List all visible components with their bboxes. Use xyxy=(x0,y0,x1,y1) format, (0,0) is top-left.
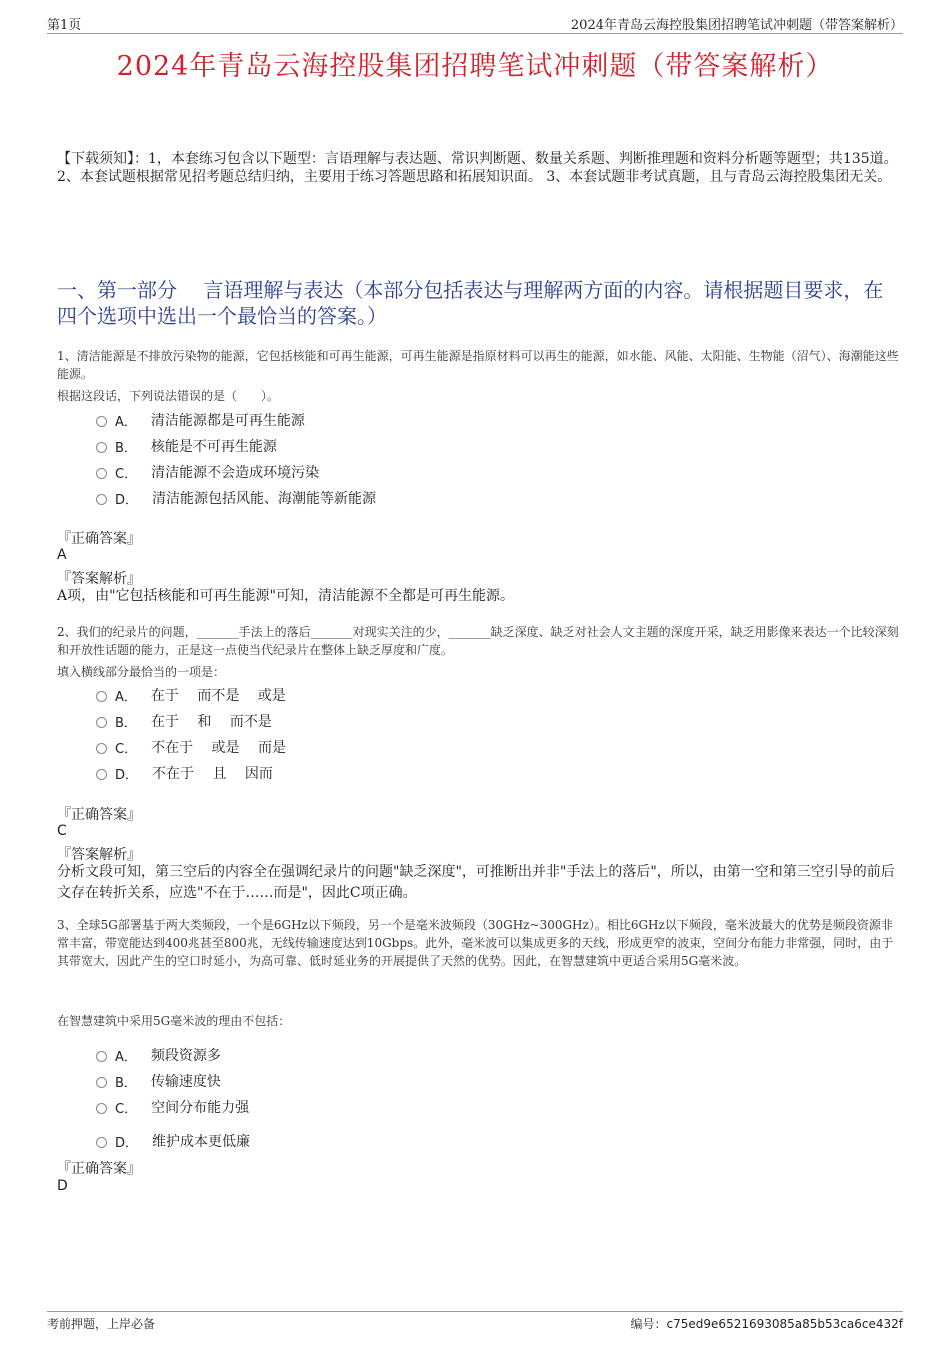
correct-answer-label: 『正确答案』 xyxy=(57,531,141,547)
correct-answer-label: 『正确答案』 xyxy=(57,807,141,823)
analysis-label: 『答案解析』 xyxy=(57,847,141,863)
question-2-stem: 2、我们的纪录片的问题，_______手法上的落后_______对现实关注的少，_______缺乏深度、缺乏对社会人文主题的深度开采，缺乏用影像来表达一个比较深刻和开放性话题的能力，正是这一点使当代纪录片在整体上缺乏厚度和广度。 xyxy=(57,625,899,657)
option-text: 清洁能源都是可再生能源 xyxy=(150,413,305,429)
document-id: 编号：c75ed9e6521693085a85b53ca6ce432f xyxy=(630,1317,903,1331)
question-2-analysis: 分析文段可知，第三空后的内容全在强调纪录片的问题"缺乏深度"，可推断出并非"手法上的落后"，所以，由第一空和第三空引导的前后文存在转折关系，应选"不在于……而是"，因此C项正确。 xyxy=(57,864,895,901)
radio-icon[interactable] xyxy=(96,1103,107,1114)
radio-icon[interactable] xyxy=(96,1137,107,1148)
option-letter: B． xyxy=(115,440,137,456)
option-text: 清洁能源不会造成环境污染 xyxy=(151,465,320,481)
radio-icon[interactable] xyxy=(96,416,107,427)
option-letter: B． xyxy=(115,715,137,731)
question-3-option-b[interactable] xyxy=(96,1071,221,1091)
radio-icon[interactable] xyxy=(96,691,107,702)
footer-slogan: 考前押题，上岸必备 xyxy=(47,1317,156,1331)
question-1-option-c[interactable] xyxy=(96,462,319,482)
correct-answer-label: 『正确答案』 xyxy=(57,1161,141,1177)
footer-divider xyxy=(47,1311,903,1312)
header-divider xyxy=(47,33,903,34)
radio-icon[interactable] xyxy=(96,743,107,754)
page-number: 第1页 xyxy=(47,18,82,33)
option-letter: A． xyxy=(115,689,137,705)
option-text: 传输速度快 xyxy=(150,1074,221,1090)
option-letter: C． xyxy=(115,741,138,757)
radio-icon[interactable] xyxy=(96,769,107,780)
option-letter: D． xyxy=(115,767,139,783)
option-letter: D． xyxy=(115,492,139,508)
analysis-label: 『答案解析』 xyxy=(57,571,141,587)
option-text: 不在于 且 因而 xyxy=(152,766,273,782)
radio-icon[interactable] xyxy=(96,1051,107,1062)
question-2-answer: C xyxy=(57,823,67,839)
option-letter: C． xyxy=(115,466,138,482)
question-1-prompt: 根据这段话，下列说法错误的是（ ）。 xyxy=(57,389,280,403)
option-letter: B． xyxy=(115,1075,137,1091)
question-2-option-c[interactable] xyxy=(96,737,286,757)
question-2-option-d[interactable] xyxy=(96,763,273,783)
question-1-option-b[interactable] xyxy=(96,436,277,456)
question-2-option-a[interactable] xyxy=(96,685,286,705)
question-2-option-b[interactable] xyxy=(96,711,272,731)
section-title: 一、第一部分 言语理解与表达（本部分包括表达与理解两方面的内容。请根据题目要求，在四个选项中选出一个最恰当的答案。） xyxy=(57,278,884,328)
radio-icon[interactable] xyxy=(96,1077,107,1088)
radio-icon[interactable] xyxy=(96,494,107,505)
option-text: 不在于 或是 而是 xyxy=(151,740,286,756)
question-3-answer: D xyxy=(57,1178,68,1194)
question-3-option-c[interactable] xyxy=(96,1097,249,1117)
header-doc-title: 2024年青岛云海控股集团招聘笔试冲刺题（带答案解析） xyxy=(570,18,903,33)
option-text: 频段资源多 xyxy=(150,1048,221,1064)
option-text: 维护成本更低廉 xyxy=(152,1134,251,1150)
option-text: 空间分布能力强 xyxy=(151,1100,250,1116)
question-1-option-a[interactable] xyxy=(96,410,305,430)
radio-icon[interactable] xyxy=(96,717,107,728)
question-3-prompt: 在智慧建筑中采用5G毫米波的理由不包括： xyxy=(57,1014,291,1028)
question-1-option-d[interactable] xyxy=(96,488,376,508)
radio-icon[interactable] xyxy=(96,442,107,453)
option-text: 在于 而不是 或是 xyxy=(150,688,286,704)
question-3-option-d[interactable] xyxy=(96,1131,250,1151)
question-1-analysis: A项，由"它包括核能和可再生能源"可知，清洁能源不全都是可再生能源。 xyxy=(57,588,514,604)
question-3-stem: 3、全球5G部署基于两大类频段，一个是6GHz以下频段，另一个是毫米波频段（30GHz~300GHz）。相比6GHz以下频段，毫米波最大的优势是频段资源非常丰富，带宽能达到400兆甚至800兆，无线传输速度达到10Gbps。此外，毫米波可以集成更多的天线，形成更窄的波束，空间分布能力非常强，同时，由于其带宽大，因此产生的空口时延小，为高可靠、低时延业务的开展提供了天然的优势。因此，在智慧建筑中更适合采用5G毫米波。 xyxy=(57,918,894,968)
question-2-prompt: 填入横线部分最恰当的一项是： xyxy=(57,665,226,679)
question-3-option-a[interactable] xyxy=(96,1045,221,1065)
option-letter: C． xyxy=(115,1101,138,1117)
option-letter: A． xyxy=(115,414,137,430)
option-letter: A． xyxy=(115,1049,137,1065)
option-text: 在于 和 而不是 xyxy=(150,714,272,730)
option-text: 核能是不可再生能源 xyxy=(150,439,277,455)
page-title: 2024年青岛云海控股集团招聘笔试冲刺题（带答案解析） xyxy=(116,51,834,82)
option-text: 清洁能源包括风能、海潮能等新能源 xyxy=(152,491,377,507)
radio-icon[interactable] xyxy=(96,468,107,479)
question-1-answer: A xyxy=(57,547,67,563)
question-1-stem: 1、清洁能源是不排放污染物的能源，它包括核能和可再生能源，可再生能源是指原材料可以再生的能源，如水能、风能、太阳能、生物能（沼气）、海潮能这些能源。 xyxy=(57,349,899,381)
option-letter: D． xyxy=(115,1135,139,1151)
download-notice: 【下载须知】：1，本套练习包含以下题型：言语理解与表达题、常识判断题、数量关系题、判断推理题和资料分析题等题型；共135道。 2、本套试题根据常见招考题总结归纳，主要用于练习答题思路和拓展知识面。 3、本套试题非考试真题，且与青岛云海控股集团无关。 xyxy=(57,151,898,185)
